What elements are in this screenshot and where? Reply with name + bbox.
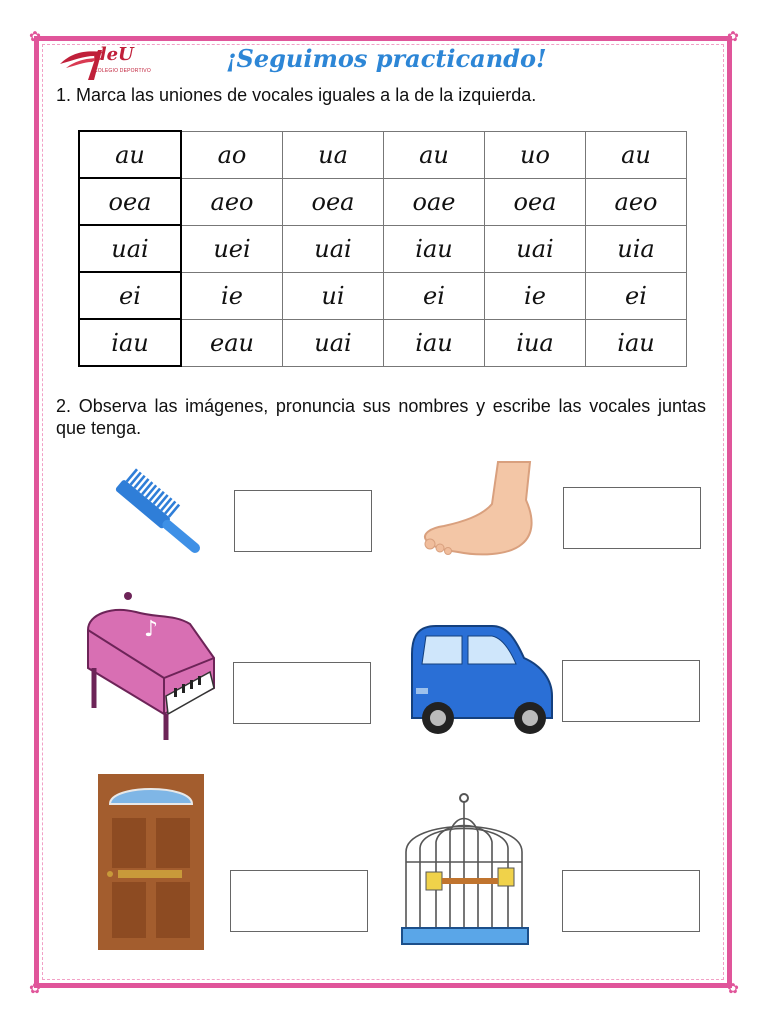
piano-icon [82,588,222,742]
option-cell[interactable]: aeo [181,178,283,225]
birdcage-icon [400,792,532,952]
exercise-2-instruction: 2. Observa las imágenes, pronuncia sus nombres y escribe las vocales juntas que tenga. [56,396,706,438]
option-cell[interactable]: uei [181,225,283,272]
option-cell[interactable]: oea [485,178,586,225]
foot-icon [418,460,536,566]
option-cell[interactable]: aeo [586,178,687,225]
grid-row [79,319,687,366]
option-cell[interactable]: eau [181,319,283,366]
grid-row [79,272,687,319]
corner-ornament-icon: ✿ [727,29,739,45]
answer-box[interactable] [562,660,700,722]
option-cell[interactable]: uia [586,225,687,272]
answer-box[interactable] [562,870,700,932]
option-cell[interactable]: ao [181,131,283,178]
exercise-1-instruction: 1. Marca las uniones de vocales iguales a la de la izquierda. [56,85,537,105]
car-icon [406,618,556,744]
reference-cell: oea [79,178,181,225]
option-cell[interactable]: uai [485,225,586,272]
page-title: ¡Seguimos practicando! [226,44,547,73]
option-cell[interactable]: uai [283,225,384,272]
reference-cell: uai [79,225,181,272]
option-cell[interactable]: ie [485,272,586,319]
option-cell[interactable]: ie [181,272,283,319]
grid-row [79,225,687,272]
answer-box[interactable] [563,487,701,549]
reference-cell: iau [79,319,181,366]
logo-subtext: COLEGIO DEPORTIVO [94,68,151,74]
answer-box[interactable] [233,662,371,724]
answer-box[interactable] [230,870,368,932]
corner-ornament-icon: ✿ [29,29,41,45]
option-cell[interactable]: oae [384,178,485,225]
comb-icon [94,456,212,572]
option-cell[interactable]: ui [283,272,384,319]
option-cell[interactable]: iau [384,225,485,272]
option-cell[interactable]: oea [283,178,384,225]
option-cell[interactable]: ei [384,272,485,319]
option-cell[interactable]: uo [485,131,586,178]
logo-text: deU [94,44,134,65]
grid-row [79,131,687,178]
door-icon [98,774,204,950]
vowel-grid [78,130,687,367]
option-cell[interactable]: ei [586,272,687,319]
option-cell[interactable]: uai [283,319,384,366]
svg-text:♪: ♪ [144,617,159,642]
option-cell[interactable]: iau [586,319,687,366]
option-cell[interactable]: au [384,131,485,178]
corner-ornament-icon: ✿ [727,981,739,997]
grid-row [79,178,687,225]
reference-cell: ei [79,272,181,319]
option-cell[interactable]: iau [384,319,485,366]
option-cell[interactable]: iua [485,319,586,366]
answer-box[interactable] [234,490,372,552]
option-cell[interactable]: ua [283,131,384,178]
option-cell[interactable]: au [586,131,687,178]
reference-cell: au [79,131,181,178]
corner-ornament-icon: ✿ [29,981,41,997]
